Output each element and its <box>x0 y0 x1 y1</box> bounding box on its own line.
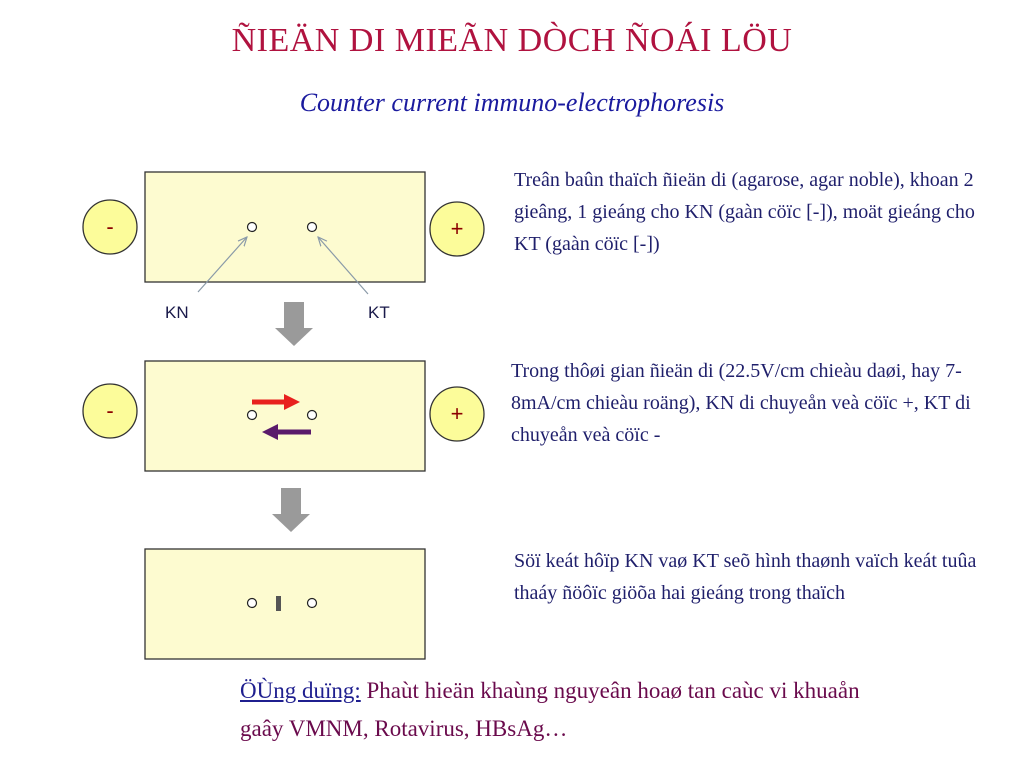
gel-plate <box>145 361 425 471</box>
description-step-3: Söï keát hôïp KN vaø KT seõ hình thaønh vaïch keát tuûa thaáy ñöôïc giöõa hai gieáng trong thaïch <box>514 550 977 604</box>
gel-plate <box>145 172 425 282</box>
application-label: ÖÙng duïng: <box>240 678 361 703</box>
label-kt: KT <box>368 303 390 322</box>
description-step-2: Trong thôøi gian ñieän di (22.5V/cm chieàu daøi, hay 7-8mA/cm chieàu roäng), KN di chuyeån veà cöïc +, KT di chuyeån veà cöïc - <box>511 360 971 446</box>
antibody-well <box>308 411 317 420</box>
slide-title: ÑIEÄN DI MIEÃN DÒCH ÑOÁI LÖU <box>231 22 793 59</box>
antibody-well <box>308 223 317 232</box>
positive-pole-label: + <box>450 216 464 241</box>
positive-pole-label: + <box>450 401 464 426</box>
antigen-well <box>248 223 257 232</box>
slide-subtitle: Counter current immuno-electrophoresis <box>299 88 725 117</box>
antigen-well <box>248 599 257 608</box>
negative-pole-label: - <box>106 214 114 239</box>
antibody-well <box>308 599 317 608</box>
label-kn: KN <box>165 303 189 322</box>
negative-pole-label: - <box>106 398 114 423</box>
application-text: Phaùt hieän khaùng nguyeân hoaø tan caùc vi khuaån gaây VMNM, Rotavirus, HBsAg… <box>240 678 860 741</box>
antigen-well <box>248 411 257 420</box>
description-step-1: Treân baûn thaïch ñieän di (agarose, agar noble), khoan 2 gieâng, 1 gieáng cho KN (gaàn cöïc [-]), moät gieáng cho KT (gaàn cöïc [-]) <box>514 169 975 255</box>
panel-precipitation <box>145 549 425 659</box>
application-note <box>240 672 860 748</box>
panel-initial <box>83 172 484 322</box>
precipitation-line <box>276 596 281 611</box>
panel-electrophoresis <box>83 361 484 471</box>
gel-plate <box>145 549 425 659</box>
process-arrow-2 <box>272 488 310 532</box>
process-arrow-1 <box>275 302 313 346</box>
